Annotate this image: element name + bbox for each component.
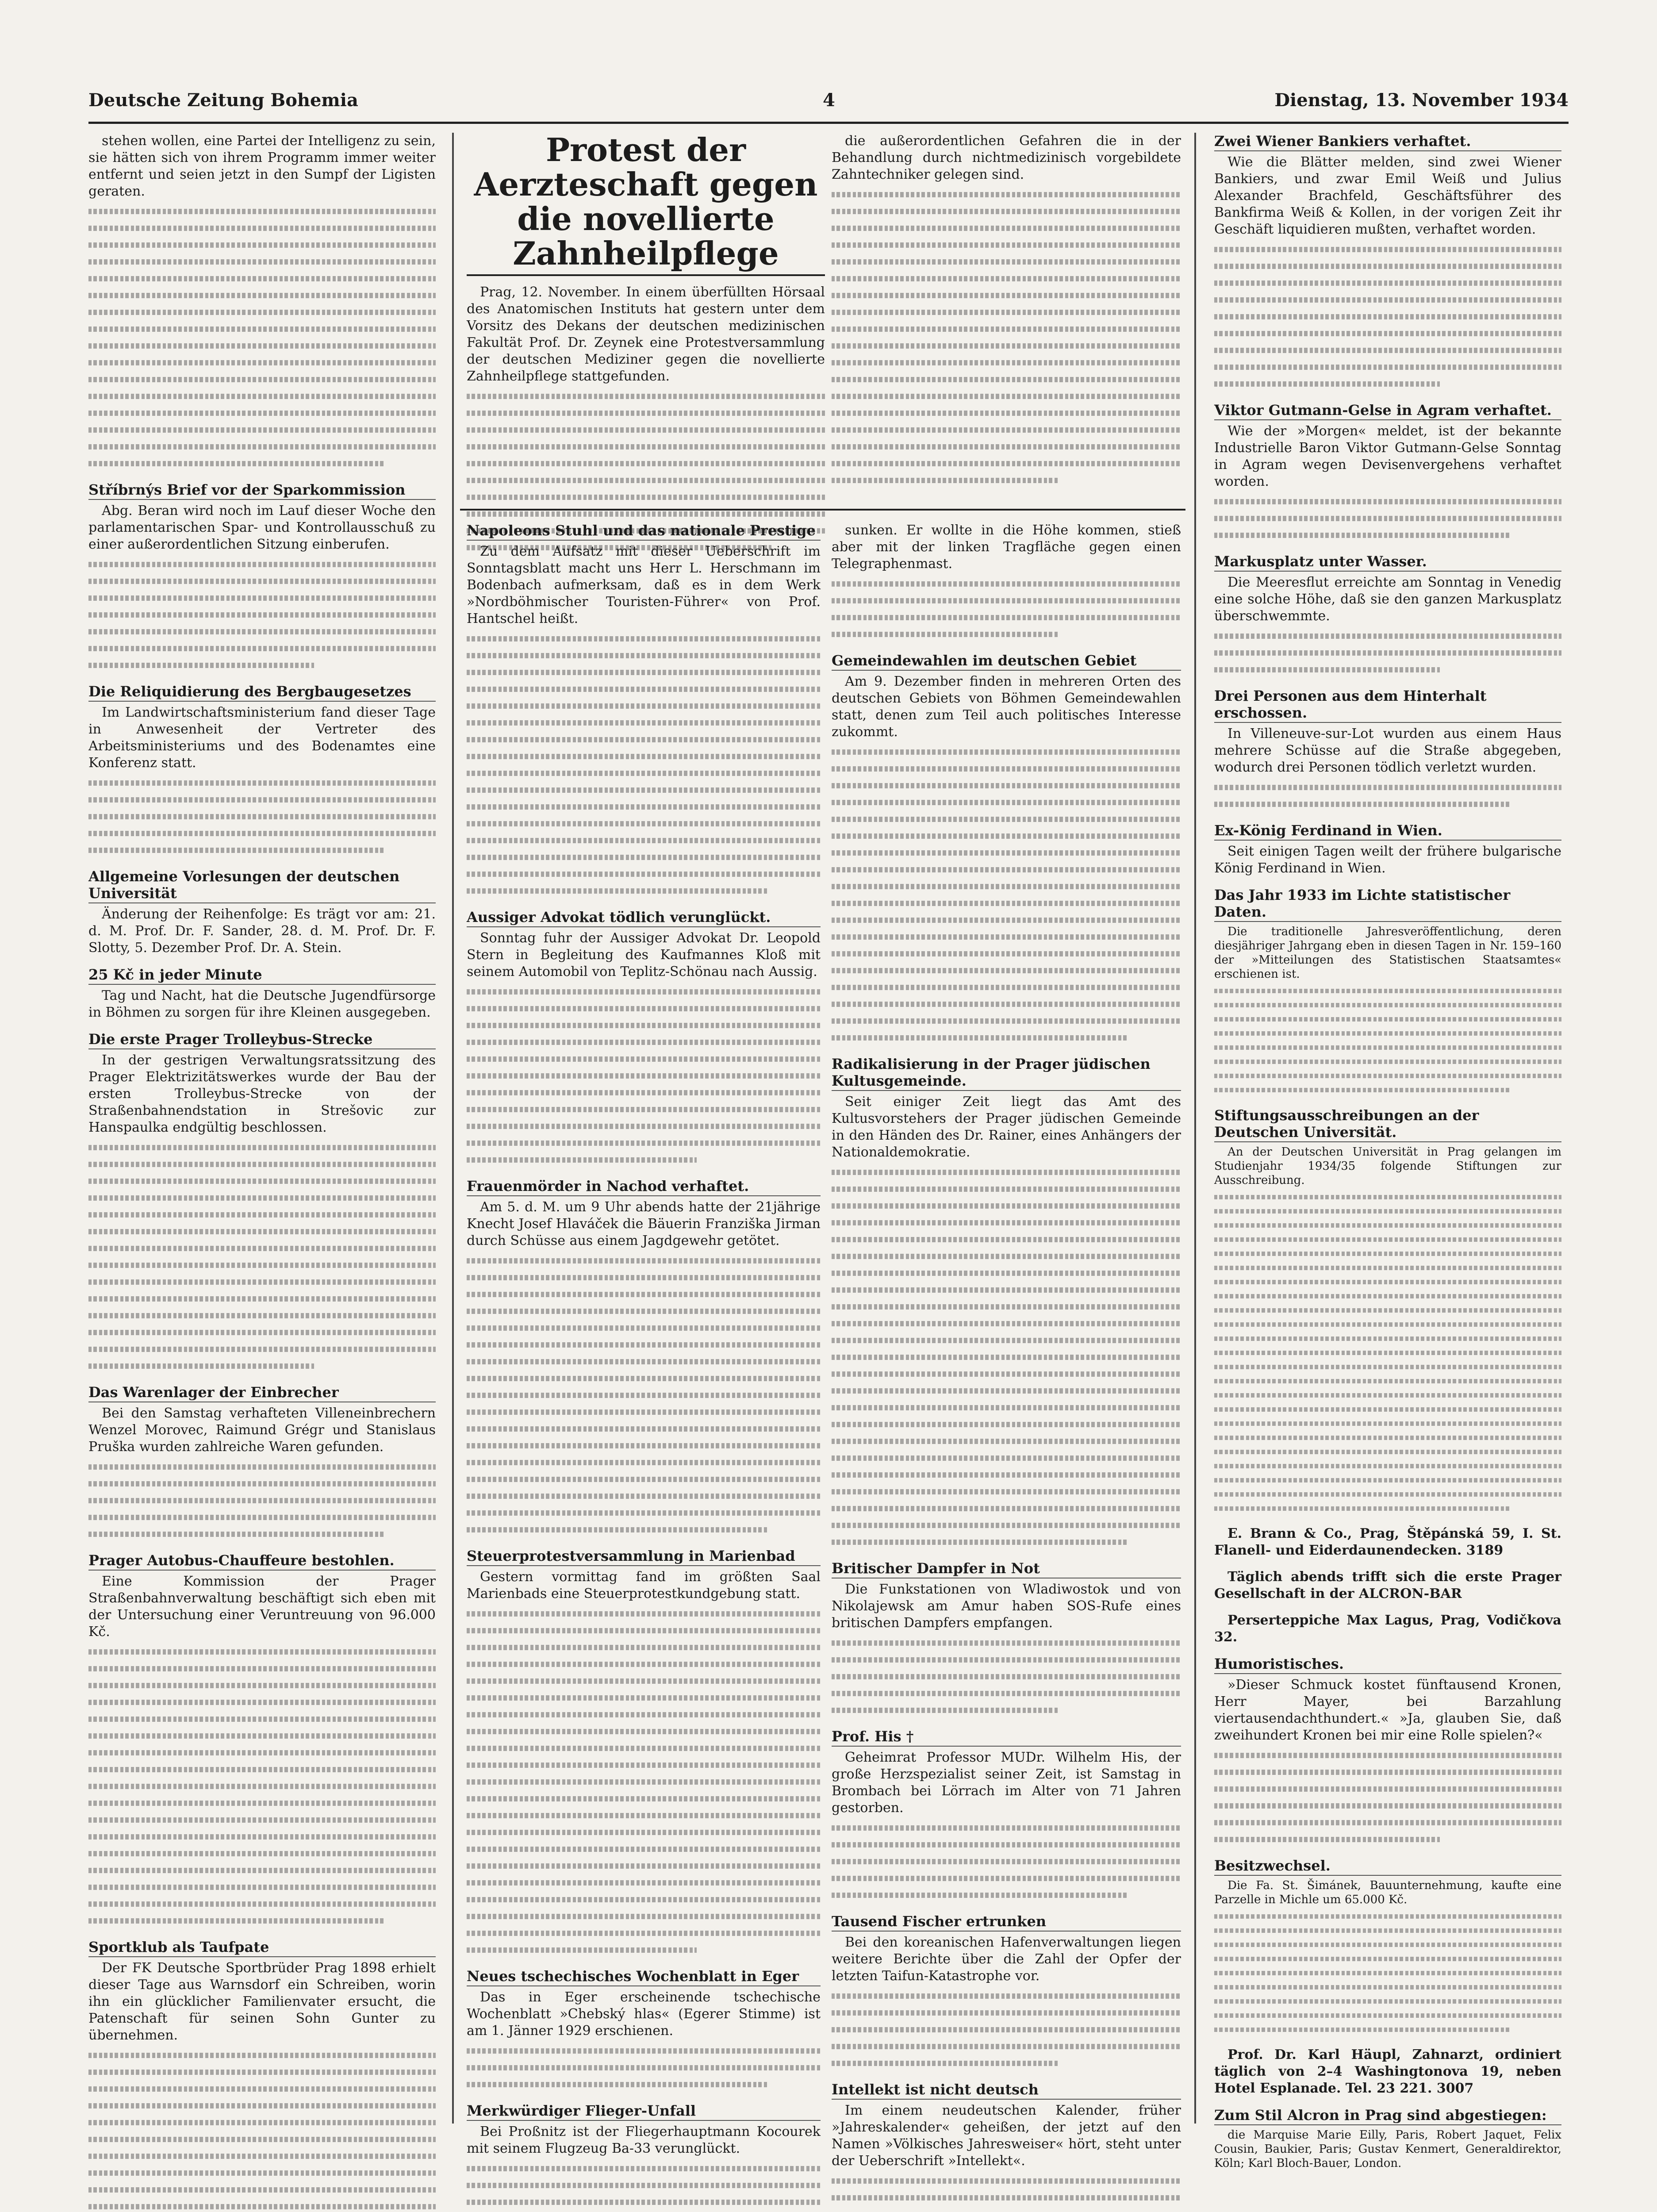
article-text: Bei Proßnitz ist der Fliegerhauptmann Kocourek mit seinem Flugzeug Ba-33 verunglückt. (467, 2124, 821, 2156)
article (1214, 133, 1561, 392)
advertisement (1214, 1612, 1561, 1646)
article-title: Radikalisierung in der Prager jüdischen Kultusgemeinde. (832, 1056, 1181, 1091)
article-title: Britischer Dampfer in Not (832, 1560, 1181, 1578)
article (1214, 1655, 1561, 1847)
article-text: Seit einigen Tagen weilt der frühere bulgarische König Ferdinand in Wien. (1214, 844, 1561, 876)
article (467, 1968, 821, 2093)
ad-text: Prof. Dr. Karl Häupl, Zahnarzt, ordiniert täglich von 2–4 Washingtonova 19, neben Hotel Esplanade. Tel. 23 221. 3007 (1214, 2047, 1561, 2096)
article-body (88, 556, 436, 673)
article-body (1214, 1909, 1561, 2037)
ad-text: Täglich abends trifft sich die erste Prager Gesellschaft in der ALCRON-BAR (1214, 1569, 1561, 1601)
article-text: An der Deutschen Universität in Prag gelangen im Studienjahr 1934/35 folgende Stiftungen zur Ausschreibung. (1214, 1145, 1561, 1187)
article-body (88, 1458, 436, 1542)
article-body (832, 2172, 1181, 2212)
masthead (88, 86, 1569, 124)
article-title: Allgemeine Vorlesungen der deutschen Universität (88, 868, 436, 903)
article-text: stehen wollen, eine Partei der Intelligenz zu sein, sie hätten sich von ihrem Programm immer weiter entfernt und seien jetzt in den Sumpf der Ligisten geraten. (88, 133, 436, 199)
article (88, 481, 436, 673)
article (832, 1728, 1181, 1903)
article-text: die außerordentlichen Gefahren die in der Behandlung durch nichtmedizinisch vorgebildete Zahntechniker gelegen sind. (832, 133, 1181, 182)
article-title: Prof. His † (832, 1728, 1181, 1747)
article (1214, 887, 1561, 1097)
article-title: 25 Kč in jeder Minute (88, 966, 436, 985)
article (832, 1560, 1181, 1718)
article-text: Seit einiger Zeit liegt das Amt des Kultusvorstehers der Prager jüdischen Gemeinde in den Händen des Dr. Rainer, eines Anhängers der Nationaldemokratie. (832, 1094, 1181, 1160)
article-title: Frauenmörder in Nachod verhaftet. (467, 1178, 821, 1196)
article-body (1214, 779, 1561, 812)
article-title: Neues tschechisches Wochenblatt in Eger (467, 1968, 821, 1986)
column-rule (1194, 133, 1196, 2124)
article-title: Stiftungsausschreibungen an der Deutschen Universität. (1214, 1107, 1561, 1142)
article-text: die Marquise Marie Eilly, Paris, Robert Jaquet, Felix Cousin, Baukier, Paris; Gustav Kenmert, Generaldirektor, Köln; Karl Bloch-Bauer, London. (1214, 2128, 1561, 2170)
article-title: Markusplatz unter Wasser. (1214, 553, 1561, 572)
article-title: Intellekt ist nicht deutsch (832, 2081, 1181, 2100)
issue-date: Dienstag, 13. November 1934 (1274, 90, 1569, 111)
article-text: In Villeneuve-sur-Lot wurden aus einem Haus mehrere Schüsse auf die Straße abgegeben, wodurch drei Personen tödlich verletzt wurden. (1214, 726, 1561, 775)
article-title: Besitzwechsel. (1214, 1857, 1561, 1876)
article (467, 522, 821, 899)
article (1214, 553, 1561, 678)
article-title: Sportklub als Taufpate (88, 1939, 436, 1957)
article-text: In der gestrigen Verwaltungsratssitzung des Prager Elektrizitätswerkes wurde der Bau der ersten Trolleybus-Strecke von der Straßenbahnendstation in Strešovic zur Hanspaulka endgültig beschlossen. (88, 1052, 436, 1135)
article (88, 868, 436, 956)
article (88, 133, 436, 472)
article-text: Die Fa. St. Šimánek, Bauunternehmung, kaufte eine Parzelle in Michle um 65.000 Kč. (1214, 1879, 1561, 1906)
article-title: Zwei Wiener Bankiers verhaftet. (1214, 133, 1561, 151)
article (832, 133, 1181, 488)
advertisement (1214, 1525, 1561, 1559)
article (467, 1178, 821, 1538)
article-title: Ex-König Ferdinand in Wien. (1214, 822, 1561, 841)
article-text: Der FK Deutsche Sportbrüder Prag 1898 erhielt dieser Tage aus Warnsdorf ein Schreiben, worin ihn ein glücklicher Familienvater ersucht, die Patenschaft für seinen Sohn Gunter zu übernehmen. (88, 1960, 436, 2043)
article-body (832, 575, 1181, 642)
ad-text: E. Brann & Co., Prag, Štěpánská 59, I. St. Flanell- und Eiderdaunendecken. 3189 (1214, 1526, 1561, 1558)
page-number: 4 (823, 90, 835, 111)
article-title: Die Reliquidierung des Bergbaugesetzes (88, 683, 436, 702)
article-text: Gestern vormittag fand im größten Saal Marienbads eine Steuerprotestkundgebung statt. (467, 1569, 821, 1601)
column-rule (452, 133, 454, 2124)
article-text: Eine Kommission der Prager Straßenbahnverwaltung beschäftigt sich eben mit der Untersuchung einer Veruntreuung von 96.000 Kč. (88, 1574, 436, 1640)
article-title: Steuerprotestversammlung in Marienbad (467, 1548, 821, 1566)
article-text: sunken. Er wollte in die Höhe kommen, stieß aber mit der linken Tragfläche gegen einen Telegraphenmast. (832, 522, 1181, 572)
article-body (832, 1819, 1181, 1903)
article-body (467, 2160, 821, 2212)
article (467, 2102, 821, 2212)
article (832, 1056, 1181, 1550)
article (1214, 1857, 1561, 2037)
article-text: Prag, 12. November. In einem überfüllten Hörsaal des Anatomischen Instituts hat gestern unter dem Vorsitz des Dekans der deutschen medizinischen Fakultät Prof. Dr. Zeynek eine Protestversammlung der deutschen Mediziner gegen die novellierte Zahnheilpflege stattgefunden. (467, 284, 825, 384)
article-body (1214, 984, 1561, 1097)
article-body (1214, 1190, 1561, 1516)
article-body (832, 1634, 1181, 1718)
article-body (88, 1139, 436, 1374)
article-body (467, 630, 821, 899)
article (88, 683, 436, 858)
article (467, 909, 821, 1168)
column-4 (1214, 133, 1561, 2170)
article-text: Geheimrat Professor MUDr. Wilhelm His, der große Herzspezialist seiner Zeit, ist Samstag in Brombach bei Lörrach im Alter von 71 Jahren gestorben. (832, 1750, 1181, 1816)
article-text: Wie der »Morgen« meldet, ist der bekannte Industrielle Baron Viktor Gutmann-Gelse Sonntag in Agram wegen Devisenvergehens verhaftet worden. (1214, 423, 1561, 489)
article-text: »Dieser Schmuck kostet fünftausend Kronen, Herr Mayer, bei Barzahlung viertausendachthundert.« »Ja, glauben Sie, daß zweihundert Kronen bei mir eine Rolle spielen?« (1214, 1677, 1561, 1743)
article-text: Sonntag fuhr der Aussiger Advokat Dr. Leopold Stern in Begleitung des Kaufmannes Kloß mit seinem Automobil von Teplitz-Schönau nach Aussig. (467, 930, 821, 979)
article-body (1214, 627, 1561, 678)
article-text: Das in Eger erscheinende tschechische Wochenblatt »Chebský hlas« (Egerer Stimme) ist am 1. Jänner 1929 erschienen. (467, 1989, 821, 2039)
article-title: Aussiger Advokat tödlich verunglückt. (467, 909, 821, 927)
article-text: Bei den Samstag verhafteten Villeneinbrechern Wenzel Morovec, Raimund Grégr und Stanislaus Pruška wurden zahlreiche Waren gefunden. (88, 1406, 436, 1455)
article-title: Zum Stil Alcron in Prag sind abgestiegen: (1214, 2107, 1561, 2125)
article-text: Im Landwirtschaftsministerium fand dieser Tage in Anwesenheit der Vertreter des Arbeitsministeriums und des Bodenamtes eine Konferenz statt. (88, 705, 436, 771)
article (1214, 687, 1561, 812)
article-text: Bei den koreanischen Hafenverwaltungen liegen weitere Berichte über die Zahl der Opfer der letzten Taifun-Katastrophe vor. (832, 1935, 1181, 1984)
article (88, 1939, 436, 2212)
article-body (88, 203, 436, 472)
article-body (832, 186, 1181, 488)
article-body (88, 2047, 436, 2212)
article-text: Am 9. Dezember finden in mehreren Orten des deutschen Gebiets von Böhmen Gemeindewahlen statt, denen zum Teil auch politisches Interesse zukommt. (832, 674, 1181, 740)
article-body (467, 2042, 821, 2093)
article (1214, 1107, 1561, 1516)
article-text: Zu dem Aufsatz mit dieser Ueberschrift im Sonntagsblatt macht uns Herr L. Herschmann im Bodenbach aufmerksam, daß es in dem Werk »Nordböhmischer Touristen-Führer« von Prof. Hantschel heißt. (467, 544, 821, 626)
column-2-lead (467, 133, 825, 504)
article (467, 1548, 821, 1958)
article-title: Humoristisches. (1214, 1655, 1561, 1674)
advertisement (1214, 2047, 1561, 2097)
article-body (467, 983, 821, 1168)
article (832, 2081, 1181, 2212)
article (1214, 2107, 1561, 2170)
article-title: Tausend Fischer ertrunken (832, 1913, 1181, 1932)
article-title: Drei Personen aus dem Hinterhalt erschossen. (1214, 687, 1561, 723)
article (832, 522, 1181, 642)
article (1214, 822, 1561, 877)
article-text: Im einem neudeutschen Kalender, früher »Jahreskalender« geheißen, der jetzt auf den Namen »Völkisches Jahresweiser« hört, steht unter der Ueberschrift »Intellekt«. (832, 2103, 1181, 2169)
column-1 (88, 133, 436, 2124)
article-text: Änderung der Reihenfolge: Es trägt vor am: 21. d. M. Prof. Dr. F. Sander, 28. d. M. Prof. Dr. F. Slotty, 5. Dezember Prof. Dr. A. Stein. (88, 906, 436, 956)
article (467, 284, 825, 556)
article-text: Wie die Blätter melden, sind zwei Wiener Bankiers, und zwar Emil Weiß und Julius Alexander Brachfeld, Geschäftsführer des Bankfirma Weiß & Kollen, in der vorigen Zeit ihr Geschäft liquidieren mußten, verhaftet worden. (1214, 154, 1561, 237)
article-title: Napoleons Stuhl und das nationale Prestige (467, 522, 821, 541)
article-body (88, 1643, 436, 1929)
article-text: Die Meeresflut erreichte am Sonntag in Venedig eine solche Höhe, daß sie den ganzen Markusplatz überschwemmte. (1214, 575, 1561, 624)
column-3-lead (832, 133, 1181, 500)
article-text: Tag und Nacht, hat die Deutsche Jugendfürsorge in Böhmen zu sorgen für ihre Kleinen ausgegeben. (88, 988, 436, 1020)
article-title: Das Jahr 1933 im Lichte statistischer Daten. (1214, 887, 1561, 922)
article-body (467, 1605, 821, 1958)
article-body (832, 1987, 1181, 2071)
column-3 (832, 522, 1181, 2169)
article (88, 1552, 436, 1929)
article-body (832, 1164, 1181, 1550)
article-title: Die erste Prager Trolleybus-Strecke (88, 1031, 436, 1049)
section-divider (460, 509, 1185, 511)
article-text: Abg. Beran wird noch im Lauf dieser Woche den parlamentarischen Spar- und Kontrollausschuß zu einer außerordentlichen Sitzung einberufen. (88, 503, 436, 552)
article-body (1214, 493, 1561, 543)
article-body (1214, 241, 1561, 392)
advertisement (1214, 1569, 1561, 1602)
article-text: Die traditionelle Jahresveröffentlichung, deren diesjähriger Jahrgang eben in diesen Tagen in Nr. 159–160 der »Mitteilungen des Statistischen Staatsamtes« erschienen ist. (1214, 925, 1561, 981)
article (88, 1031, 436, 1374)
column-2 (467, 522, 821, 2156)
article-body (1214, 1747, 1561, 1847)
article (1214, 402, 1561, 543)
article-title: Prager Autobus-Chauffeure bestohlen. (88, 1552, 436, 1571)
article (832, 652, 1181, 1046)
article-body (88, 774, 436, 858)
article-title: Das Warenlager der Einbrecher (88, 1384, 436, 1402)
article-text: Die Funkstationen von Wladiwostok und von Nikolajewsk am Amur haben SOS-Rufe eines britischen Dampfers empfangen. (832, 1582, 1181, 1631)
article-body (467, 1252, 821, 1538)
article (88, 1384, 436, 1542)
article-title: Gemeindewahlen im deutschen Gebiet (832, 652, 1181, 671)
main-headline: Protest der Aerzteschaft gegen die novellierte Zahnheilpflege (467, 133, 825, 276)
paper-name: Deutsche Zeitung Bohemia (88, 90, 358, 111)
article-text: Am 5. d. M. um 9 Uhr abends hatte der 21jährige Knecht Josef Hlaváček die Bäuerin Franziška Jirman durch Schüsse aus einem Jagdgewehr getötet. (467, 1199, 821, 1248)
article-title: Stříbrnýs Brief vor der Sparkommission (88, 481, 436, 500)
article-body (832, 743, 1181, 1046)
article (88, 966, 436, 1021)
article (832, 1913, 1181, 2071)
article-title: Merkwürdiger Flieger-Unfall (467, 2102, 821, 2121)
ad-text: Perserteppiche Max Lagus, Prag, Vodičkova 32. (1214, 1613, 1561, 1645)
article-title: Viktor Gutmann-Gelse in Agram verhaftet. (1214, 402, 1561, 420)
